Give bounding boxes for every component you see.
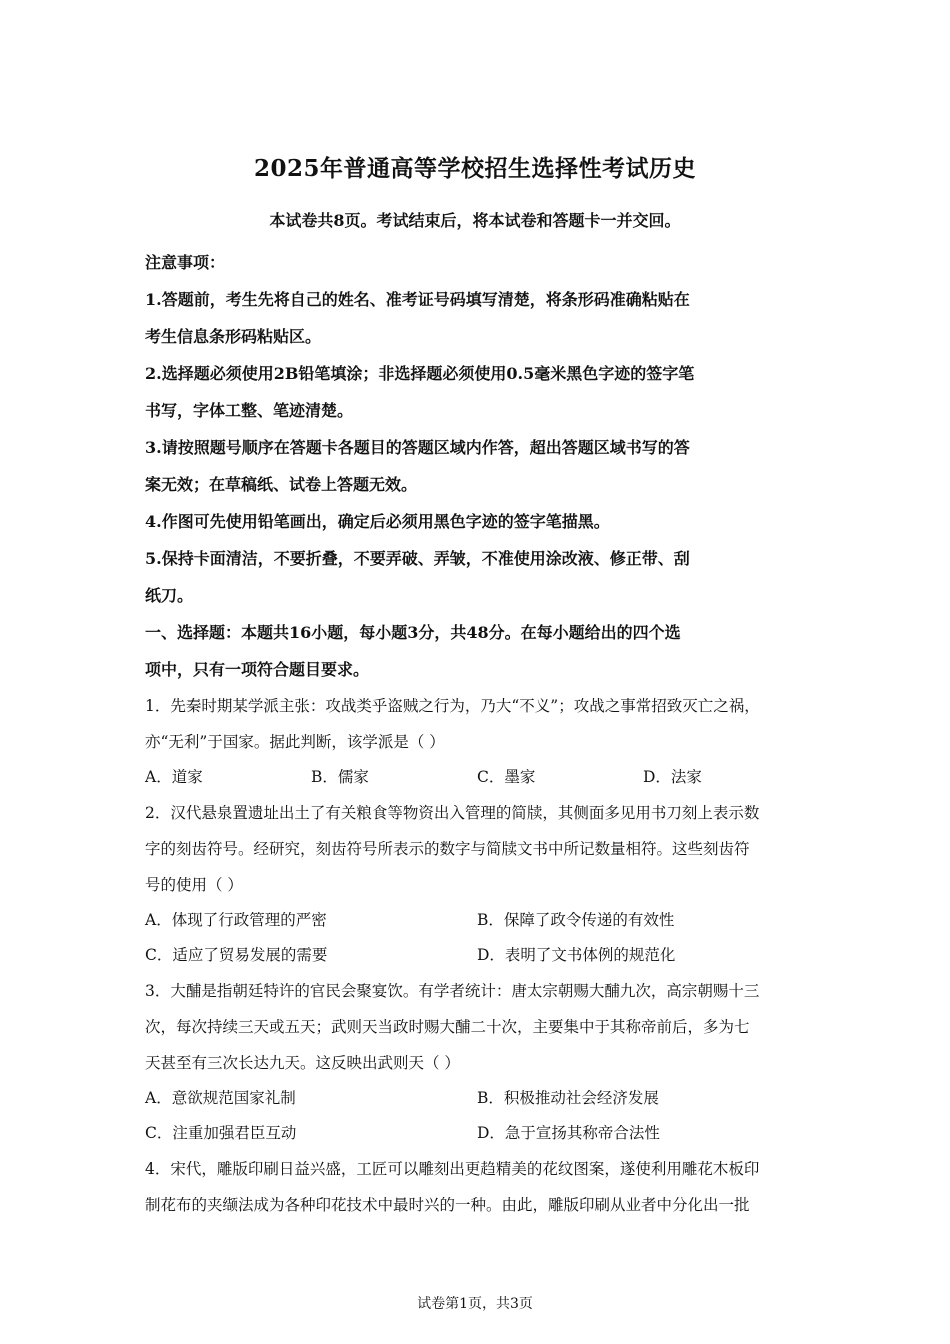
notice-2 [145,355,820,429]
notice-4 [145,503,820,540]
notice-3 [145,429,820,503]
notice-line: 纸刀。 [145,586,194,605]
question-line: 亦“无利”于国家。据此判断，该学派是（ ） [145,733,445,751]
question-line: 2．汉代悬泉置遗址出土了有关粮食等物资出入管理的简牍，其侧面多见用书刀刻上表示数 [145,804,760,822]
option-a: A．道家 [145,768,203,786]
notice-line: 3.请按照题号顺序在答题卡各题目的答题区域内作答，超出答题区域书写的答 [145,438,690,457]
option-c: C．注重加强君臣互动 [145,1124,297,1142]
notice-heading: 注意事项： [145,253,226,272]
option-c: C．适应了贸易发展的需要 [145,946,328,964]
question-line: 号的使用（ ） [145,876,243,894]
question-line: 制花布的夹缬法成为各种印花技术中最时兴的一种。由此，雕版印刷从业者中分化出一批 [145,1196,750,1214]
option-d: D．急于宣扬其称帝合法性 [477,1124,660,1142]
question-1 [145,688,820,795]
notice-line: 2.选择题必须使用2B铅笔填涂；非选择题必须使用0.5毫米黑色字迹的签字笔 [145,364,695,383]
notice-1 [145,281,820,355]
notice-line: 案无效；在草稿纸、试卷上答题无效。 [145,475,418,494]
exam-instructions-intro: 本试卷共8页。考试结束后，将本试卷和答题卡一并交回。 [269,211,681,230]
option-a: A．意欲规范国家礼制 [145,1089,296,1107]
option-d: D．法家 [643,768,702,786]
question-4 [145,1151,820,1223]
question-3 [145,973,820,1151]
option-b: B．积极推动社会经济发展 [477,1089,659,1107]
question-line: 字的刻齿符号。经研究，刻齿符号所表示的数字与简牍文书中所记数量相符。这些刻齿符 [145,840,750,858]
section-line: 一、选择题：本题共16小题，每小题3分，共48分。在每小题给出的四个选 [145,623,681,642]
question-options [145,1081,820,1116]
notice-line: 考生信息条形码粘贴区。 [145,327,322,346]
question-line: 4．宋代，雕版印刷日益兴盛，工匠可以雕刻出更趋精美的花纹图案，遂使利用雕花木板印 [145,1160,760,1178]
question-line: 天甚至有三次长达九天。这反映出武则天（ ） [145,1054,460,1072]
question-options [145,760,820,795]
page-title: 2025年普通高等学校招生选择性考试历史 [253,155,696,182]
notice-line: 5.保持卡面清洁，不要折叠，不要弄破、弄皱，不准使用涂改液、修正带、刮 [145,549,690,568]
notice-5 [145,540,820,614]
notice-line: 1.答题前，考生先将自己的姓名、准考证号码填写清楚，将条形码准确粘贴在 [145,290,690,309]
option-b: B．儒家 [311,768,369,786]
section-heading [145,614,820,688]
option-a: A．体现了行政管理的严密 [145,911,327,929]
question-options [145,1116,820,1151]
question-2 [145,795,820,973]
question-options [145,938,820,973]
option-b: B．保障了政令传递的有效性 [477,911,675,929]
notice-line: 4.作图可先使用铅笔画出，确定后必须用黑色字迹的签字笔描黑。 [145,512,610,531]
option-d: D．表明了文书体例的规范化 [477,946,676,964]
notice-line: 书写，字体工整、笔迹清楚。 [145,401,354,420]
question-line: 次，每次持续三天或五天；武则天当政时赐大酺二十次，主要集中于其称帝前后，多为七 [145,1018,750,1036]
exam-content [145,244,820,1223]
section-line: 项中，只有一项符合题目要求。 [145,660,370,679]
page-footer: 试卷第1页，共3页 [417,1296,533,1312]
question-line: 3．大酺是指朝廷特许的官民会聚宴饮。有学者统计：唐太宗朝赐大酺九次，高宗朝赐十三 [145,982,760,1000]
option-c: C．墨家 [477,768,536,786]
question-line: 1．先秦时期某学派主张：攻战类乎盗贼之行为，乃大“不义”；攻战之事常招致灭亡之祸， [145,697,760,715]
question-options [145,903,820,938]
